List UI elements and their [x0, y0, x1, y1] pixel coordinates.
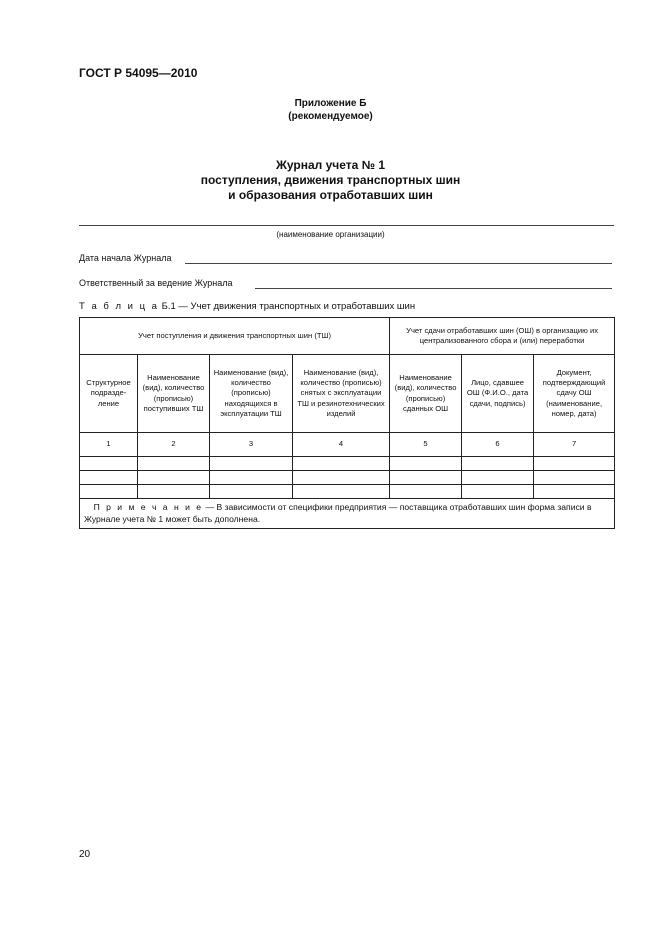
- organization-name-line: [79, 225, 614, 226]
- table-row: [80, 457, 615, 471]
- table-cell[interactable]: [210, 457, 293, 471]
- table-cell[interactable]: [293, 485, 390, 499]
- column-header: Лицо, сдавшее ОШ (Ф.И.О., дата сдачи, подпись): [462, 355, 534, 433]
- table-caption-text: Б.1 — Учет движения транспортных и отработавших шин: [161, 301, 416, 312]
- table-column-number-row: [80, 433, 615, 457]
- table-cell[interactable]: [534, 471, 615, 485]
- column-number: 1: [80, 433, 138, 457]
- table-cell[interactable]: [390, 457, 462, 471]
- column-number: 7: [534, 433, 615, 457]
- table-cell[interactable]: [210, 485, 293, 499]
- table-caption-label: Т а б л и ц а: [79, 301, 159, 312]
- table-cell[interactable]: [138, 471, 210, 485]
- note-label: П р и м е ч а н и е: [93, 502, 204, 512]
- table-row: [80, 471, 615, 485]
- journal-subtitle-1: поступления, движения транспортных шин: [200, 173, 461, 187]
- table-cell[interactable]: [138, 457, 210, 471]
- table-cell[interactable]: [462, 457, 534, 471]
- table-cell[interactable]: [80, 485, 138, 499]
- note-text: — В зависимости от специфики предприятия — поставщика отработавших шин форма записи в Журнале учета № 1 может быть дополнена.: [84, 502, 592, 524]
- journal-title: Журнал учета № 1: [276, 158, 385, 172]
- page-number: 20: [79, 849, 91, 860]
- column-header: Наименование (вид), количество (прописью) поступивших ТШ: [138, 355, 210, 433]
- responsible-line: [255, 288, 612, 289]
- table-cell[interactable]: [293, 471, 390, 485]
- group-header-disposal: Учет сдачи отработавших шин (ОШ) в организацию их централизованного сбора и (или) переработки: [390, 318, 615, 355]
- column-header: Наименование (вид), количество (прописью) находящихся в эксплуатации ТШ: [210, 355, 293, 433]
- column-header: Наименование (вид), количество (прописью) сданных ОШ: [390, 355, 462, 433]
- table-cell[interactable]: [390, 485, 462, 499]
- column-header: Структурное подразде-ление: [80, 355, 138, 433]
- column-number: 3: [210, 433, 293, 457]
- table-cell[interactable]: [210, 471, 293, 485]
- table-row: [80, 485, 615, 499]
- table-group-header-row: [80, 318, 615, 355]
- table-cell[interactable]: [138, 485, 210, 499]
- column-number: 5: [390, 433, 462, 457]
- appendix-status: (рекомендуемое): [288, 111, 373, 122]
- journal-subtitle-2: и образования отработавших шин: [228, 188, 433, 202]
- column-header: Документ, подтверждающий сдачу ОШ (наименование, номер, дата): [534, 355, 615, 433]
- table-caption: [79, 301, 415, 312]
- table-cell[interactable]: [534, 457, 615, 471]
- organization-name-caption: (наименование организации): [276, 230, 385, 239]
- table-cell[interactable]: [462, 485, 534, 499]
- column-number: 6: [462, 433, 534, 457]
- table-column-header-row: [80, 355, 615, 433]
- table-cell[interactable]: [390, 471, 462, 485]
- table-note: [80, 499, 615, 529]
- table-cell[interactable]: [534, 485, 615, 499]
- table-cell[interactable]: [462, 471, 534, 485]
- appendix-title: Приложение Б: [294, 98, 367, 109]
- column-number: 2: [138, 433, 210, 457]
- table-cell[interactable]: [80, 471, 138, 485]
- start-date-line: [185, 263, 612, 264]
- journal-table: [79, 317, 615, 529]
- table-cell[interactable]: [293, 457, 390, 471]
- column-number: 4: [293, 433, 390, 457]
- responsible-label: Ответственный за ведение Журнала: [79, 278, 233, 288]
- document-standard-code: ГОСТ Р 54095—2010: [79, 66, 198, 80]
- table-note-row: [80, 499, 615, 529]
- column-header: Наименование (вид), количество (прописью) снятых с эксплуатации ТШ и резинотехнических изделий: [293, 355, 390, 433]
- group-header-incoming: Учет поступления и движения транспортных шин (ТШ): [80, 318, 390, 355]
- start-date-label: Дата начала Журнала: [79, 253, 172, 263]
- table-cell[interactable]: [80, 457, 138, 471]
